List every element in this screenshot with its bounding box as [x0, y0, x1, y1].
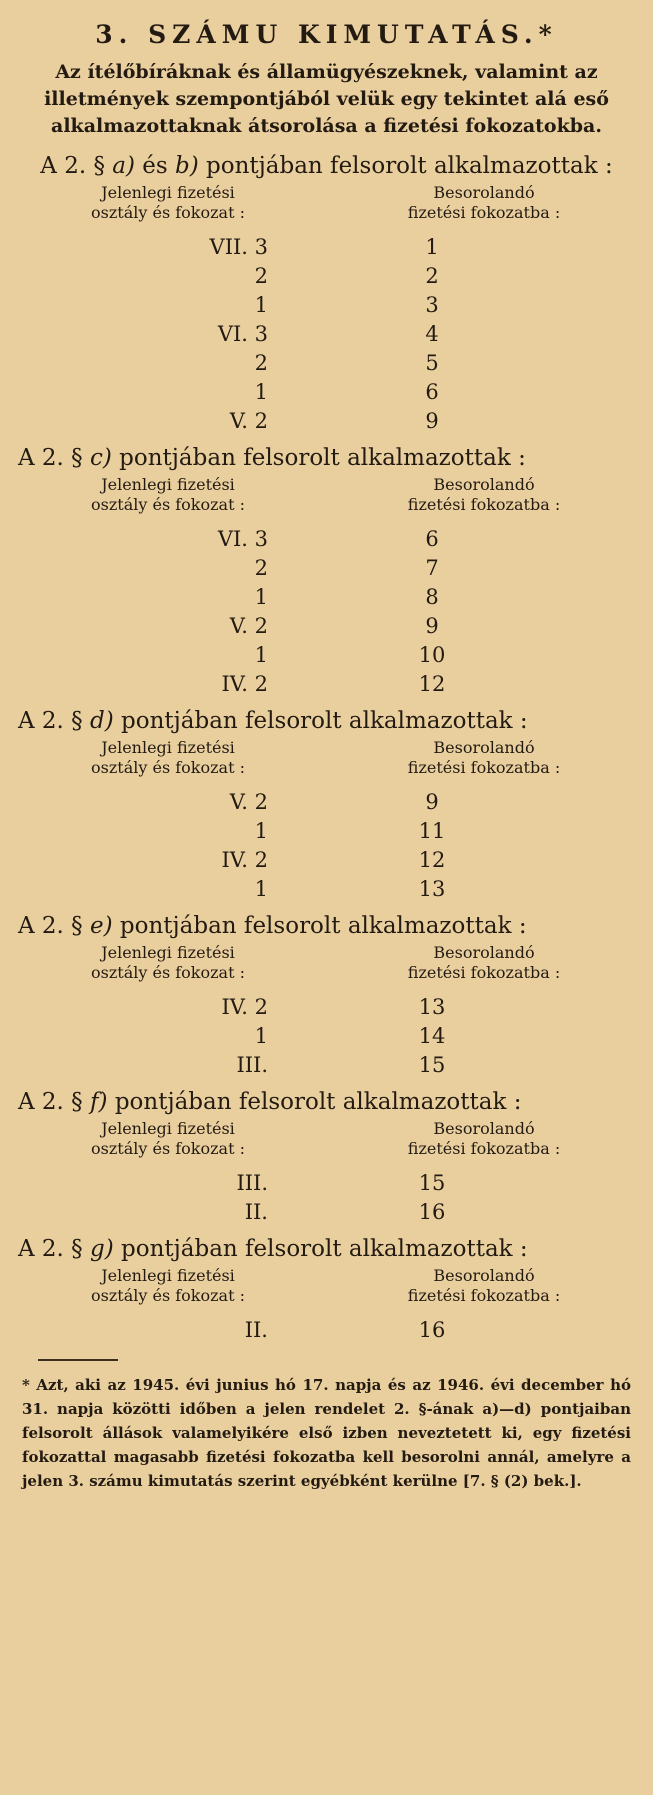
current-grade: II. [244, 1318, 268, 1342]
section-0 [18, 152, 635, 436]
current-grade-header-line1: Jelenlegi fizetési [101, 183, 235, 202]
new-grade: 9 [425, 614, 439, 638]
table-row [18, 349, 635, 378]
table-row [18, 583, 635, 612]
new-grade: 1 [425, 235, 439, 259]
section-letter: d) [90, 708, 114, 734]
current-grade-header [18, 475, 318, 515]
new-grade: 16 [418, 1200, 446, 1224]
new-grade: 11 [418, 819, 446, 843]
table-row [18, 554, 635, 583]
table-row [18, 1316, 635, 1345]
section-4 [18, 1088, 635, 1227]
current-grade-header [18, 943, 318, 983]
current-grade: 2 [254, 264, 268, 288]
current-grade-header-line1: Jelenlegi fizetési [101, 943, 235, 962]
new-grade: 13 [418, 877, 446, 901]
current-grade-header-line2: osztály és fokozat : [90, 1139, 245, 1158]
current-grade-header-line2: osztály és fokozat : [90, 1286, 245, 1305]
current-grade: II. [244, 1200, 268, 1224]
new-grade: 2 [425, 264, 439, 288]
column-headers [18, 1119, 635, 1159]
new-grade-header [334, 943, 634, 983]
sections-container [18, 152, 635, 1345]
table-row [18, 378, 635, 407]
current-grade: 2 [254, 556, 268, 580]
new-grade: 10 [418, 643, 446, 667]
current-grade-header [18, 183, 318, 223]
current-grade-header-line2: osztály és fokozat : [90, 495, 245, 514]
section-tail: pontjában felsorolt alkalmazottak : [121, 1236, 528, 1262]
section-heading [18, 152, 635, 181]
new-grade-header-line1: Besorolandó [433, 1119, 535, 1138]
current-grade-header-line1: Jelenlegi fizetési [101, 1119, 235, 1138]
table-row [18, 262, 635, 291]
new-grade-header-line2: fizetési fokozatba : [407, 758, 561, 777]
document-title: 3. SZÁMU KIMUTATÁS.* [95, 20, 558, 49]
current-grade: VI. 3 [217, 527, 268, 551]
column-headers [18, 183, 635, 223]
current-grade-header [18, 1119, 318, 1159]
current-grade-header [18, 1266, 318, 1306]
section-prefix: A 2. § [18, 445, 83, 471]
table-row [18, 525, 635, 554]
section-tail: pontjában felsorolt alkalmazottak : [119, 913, 527, 939]
new-grade-header-line2: fizetési fokozatba : [407, 495, 561, 514]
new-grade-header [334, 183, 634, 223]
current-grade: 1 [254, 380, 268, 404]
new-grade: 9 [425, 790, 439, 814]
table-row [18, 846, 635, 875]
current-grade-header-line2: osztály és fokozat : [90, 203, 245, 222]
section-heading [18, 444, 635, 473]
new-grade-header-line2: fizetési fokozatba : [407, 1286, 561, 1305]
new-grade-header-line2: fizetési fokozatba : [407, 963, 561, 982]
new-grade: 14 [418, 1024, 446, 1048]
section-heading [18, 1235, 635, 1264]
current-grade: 1 [254, 877, 268, 901]
current-grade: VI. 3 [217, 322, 268, 346]
table-row [18, 1169, 635, 1198]
section-5 [18, 1235, 635, 1345]
current-grade: 1 [254, 293, 268, 317]
new-grade-header-line1: Besorolandó [433, 943, 535, 962]
current-grade-header-line1: Jelenlegi fizetési [101, 475, 235, 494]
section-2 [18, 707, 635, 904]
footnote-rule [38, 1359, 118, 1361]
current-grade: 1 [254, 819, 268, 843]
table-row [18, 320, 635, 349]
section-letter: e) [90, 913, 113, 939]
new-grade: 15 [418, 1053, 446, 1077]
section-3 [18, 912, 635, 1080]
current-grade: III. [236, 1171, 268, 1195]
current-grade: V. 2 [229, 409, 268, 433]
new-grade: 16 [418, 1318, 446, 1342]
current-grade: VII. 3 [209, 235, 268, 259]
table-row [18, 233, 635, 262]
column-headers [18, 475, 635, 515]
current-grade-header-line1: Jelenlegi fizetési [101, 738, 235, 757]
new-grade: 12 [418, 848, 446, 872]
new-grade-header-line1: Besorolandó [433, 475, 535, 494]
new-grade: 5 [425, 351, 439, 375]
section-letter-2: b) [175, 153, 199, 179]
current-grade-header [18, 738, 318, 778]
table-row [18, 407, 635, 436]
current-grade: III. [236, 1053, 268, 1077]
new-grade: 8 [425, 585, 439, 609]
section-prefix: A 2. § [40, 153, 105, 179]
table-row [18, 670, 635, 699]
section-letter: f) [90, 1089, 108, 1115]
section-tail: pontjában felsorolt alkalmazottak : [206, 153, 613, 179]
new-grade-header [334, 738, 634, 778]
table-row [18, 612, 635, 641]
current-grade: 2 [254, 351, 268, 375]
table-row [18, 291, 635, 320]
column-headers [18, 943, 635, 983]
section-letter: g) [90, 1236, 114, 1262]
section-heading [18, 912, 635, 941]
new-grade-header-line2: fizetési fokozatba : [407, 1139, 561, 1158]
table-row [18, 1198, 635, 1227]
section-letter: c) [90, 445, 112, 471]
new-grade-header-line1: Besorolandó [433, 738, 535, 757]
intro-paragraph: Az ítélőbíráknak és államügyészeknek, valamint az illetmények szempontjából velük egy tekintet alá eső alkalmazottaknak átsorolása a fizetési fokozatokba. [44, 61, 609, 137]
section-heading [18, 1088, 635, 1117]
section-prefix: A 2. § [18, 1236, 83, 1262]
current-grade: V. 2 [229, 790, 268, 814]
current-grade: V. 2 [229, 614, 268, 638]
new-grade: 6 [425, 527, 439, 551]
new-grade: 6 [425, 380, 439, 404]
table-row [18, 1022, 635, 1051]
section-suffix: és [142, 153, 168, 179]
section-prefix: A 2. § [18, 708, 83, 734]
table-row [18, 817, 635, 846]
section-heading [18, 707, 635, 736]
section-letter: a) [112, 153, 135, 179]
section-tail: pontjában felsorolt alkalmazottak : [121, 708, 528, 734]
table-row [18, 641, 635, 670]
new-grade-header-line1: Besorolandó [433, 183, 535, 202]
column-headers [18, 738, 635, 778]
new-grade: 13 [418, 995, 446, 1019]
new-grade: 4 [425, 322, 439, 346]
current-grade-header-line1: Jelenlegi fizetési [101, 1266, 235, 1285]
new-grade-header [334, 475, 634, 515]
section-prefix: A 2. § [18, 1089, 83, 1115]
current-grade: 1 [254, 585, 268, 609]
new-grade: 15 [418, 1171, 446, 1195]
current-grade: 1 [254, 1024, 268, 1048]
table-row [18, 993, 635, 1022]
current-grade: 1 [254, 643, 268, 667]
new-grade-header [334, 1266, 634, 1306]
section-prefix: A 2. § [18, 913, 83, 939]
footnote: * Azt, aki az 1945. évi junius hó 17. napja és az 1946. évi december hó 31. napja közötti időben a jelen rendelet 2. §-ának a)—d) pontjaiban felsorolt állások valamelyikére első izben neveztetett ki, egy fizetési fokozattal magasabb fizetési fokozatba kell besorolni annál, amelyre a jelen 3. számu kimutatás szerint egyébként kerülne [7. § (2) bek.]. [22, 1376, 631, 1490]
section-1 [18, 444, 635, 699]
new-grade: 12 [418, 672, 446, 696]
column-headers [18, 1266, 635, 1306]
new-grade-header-line1: Besorolandó [433, 1266, 535, 1285]
table-row [18, 1051, 635, 1080]
new-grade: 7 [425, 556, 439, 580]
new-grade-header-line2: fizetési fokozatba : [407, 203, 561, 222]
table-row [18, 875, 635, 904]
current-grade: IV. 2 [221, 672, 268, 696]
current-grade: IV. 2 [221, 848, 268, 872]
section-tail: pontjában felsorolt alkalmazottak : [114, 1089, 522, 1115]
table-row [18, 788, 635, 817]
new-grade-header [334, 1119, 634, 1159]
new-grade: 3 [425, 293, 439, 317]
new-grade: 9 [425, 409, 439, 433]
current-grade-header-line2: osztály és fokozat : [90, 963, 245, 982]
section-tail: pontjában felsorolt alkalmazottak : [119, 445, 526, 471]
current-grade-header-line2: osztály és fokozat : [90, 758, 245, 777]
current-grade: IV. 2 [221, 995, 268, 1019]
